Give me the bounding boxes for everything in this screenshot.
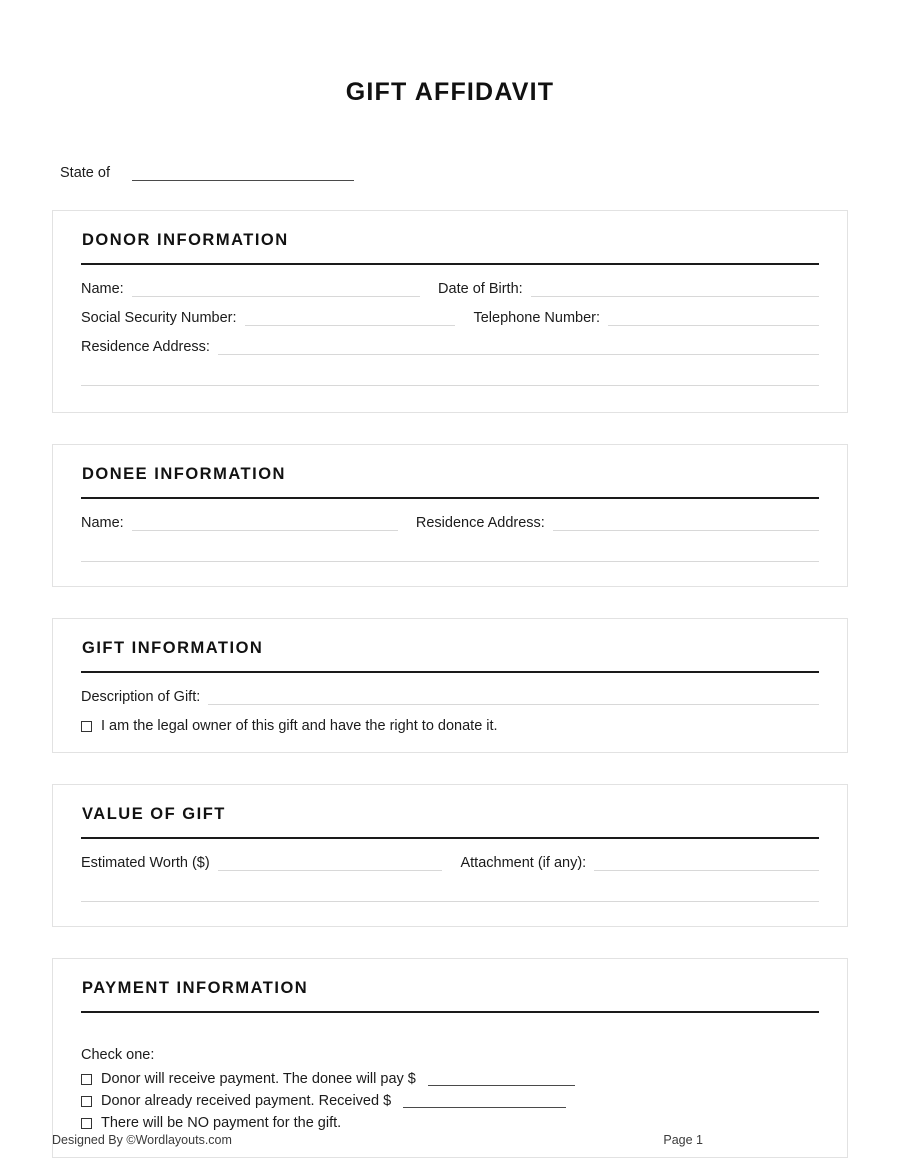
payment-option-2-label: Donor already received payment. Received $ — [101, 1093, 392, 1109]
field-row — [81, 855, 819, 871]
donee-address-input[interactable] — [553, 516, 819, 531]
gift-owner-checkbox-label: I am the legal owner of this gift and have the right to donate it. — [101, 718, 498, 734]
donor-ssn-input[interactable] — [245, 311, 456, 326]
page-title: GIFT AFFIDAVIT — [345, 78, 555, 106]
gift-description-input[interactable] — [208, 690, 819, 705]
check-one-label: Check one: — [81, 1047, 155, 1063]
page-footer — [0, 1133, 900, 1147]
donor-telephone-label: Telephone Number: — [473, 310, 601, 326]
value-input-line2[interactable] — [81, 885, 819, 902]
donor-name-label: Name: — [81, 281, 124, 297]
state-of-row — [0, 165, 900, 181]
state-of-input[interactable] — [132, 166, 354, 181]
checkbox-icon[interactable] — [81, 1118, 92, 1129]
footer-credit — [52, 1133, 232, 1147]
donor-telephone-input[interactable] — [608, 311, 819, 326]
donee-address-input-line2[interactable] — [81, 545, 819, 562]
field-row — [81, 515, 819, 531]
section-gift-information — [52, 618, 848, 753]
donor-address-label: Residence Address: — [81, 339, 210, 355]
payment-option-1-amount-input[interactable] — [428, 1072, 575, 1086]
payment-option-1-row[interactable] — [81, 1071, 819, 1087]
section-value-of-gift — [52, 784, 848, 927]
field-row — [81, 689, 819, 705]
field-row — [81, 281, 819, 297]
field-row — [81, 339, 819, 355]
footer-credit-link[interactable]: ©Wordlayouts.com — [126, 1133, 232, 1147]
donor-dob-label: Date of Birth: — [438, 281, 523, 297]
field-row — [81, 310, 819, 326]
donee-address-label: Residence Address: — [415, 515, 545, 531]
donor-address-input-line2[interactable] — [81, 369, 819, 386]
section-title-payment: PAYMENT INFORMATION — [82, 979, 309, 997]
donor-ssn-label: Social Security Number: — [81, 310, 237, 326]
footer-credit-prefix: Designed By — [52, 1133, 127, 1147]
checkbox-icon[interactable] — [81, 1074, 92, 1085]
payment-option-3-label: There will be NO payment for the gift. — [101, 1115, 342, 1131]
donee-fields — [81, 499, 819, 586]
gift-owner-checkbox-row[interactable] — [81, 718, 819, 734]
estimated-worth-input[interactable] — [218, 856, 443, 871]
value-fields — [81, 839, 819, 926]
payment-option-2-row[interactable] — [81, 1093, 819, 1109]
gift-description-label: Description of Gift: — [81, 689, 201, 705]
section-donor-information — [52, 210, 848, 413]
checkbox-icon[interactable] — [81, 1096, 92, 1107]
donor-dob-input[interactable] — [531, 282, 819, 297]
donee-name-input[interactable] — [132, 516, 398, 531]
donor-name-input[interactable] — [132, 282, 420, 297]
section-title-donor: DONOR INFORMATION — [82, 231, 289, 249]
section-title-donee: DONEE INFORMATION — [82, 465, 286, 483]
attachment-input[interactable] — [594, 856, 819, 871]
estimated-worth-label: Estimated Worth ($) — [81, 855, 210, 871]
gift-fields — [81, 673, 819, 752]
state-of-label: State of — [60, 165, 110, 181]
donor-fields — [81, 265, 819, 412]
section-donee-information — [52, 444, 848, 587]
payment-option-3-row[interactable] — [81, 1115, 819, 1131]
footer-page-number: Page 1 — [663, 1133, 703, 1147]
payment-option-2-amount-input[interactable] — [403, 1094, 566, 1108]
attachment-label: Attachment (if any): — [460, 855, 587, 871]
payment-option-1-label: Donor will receive payment. The donee will pay $ — [101, 1071, 416, 1087]
section-title-gift: GIFT INFORMATION — [82, 639, 264, 657]
section-title-value: VALUE OF GIFT — [82, 805, 226, 823]
donor-address-input[interactable] — [218, 340, 819, 355]
section-payment-information — [52, 958, 848, 1158]
checkbox-icon[interactable] — [81, 721, 92, 732]
donee-name-label: Name: — [81, 515, 124, 531]
